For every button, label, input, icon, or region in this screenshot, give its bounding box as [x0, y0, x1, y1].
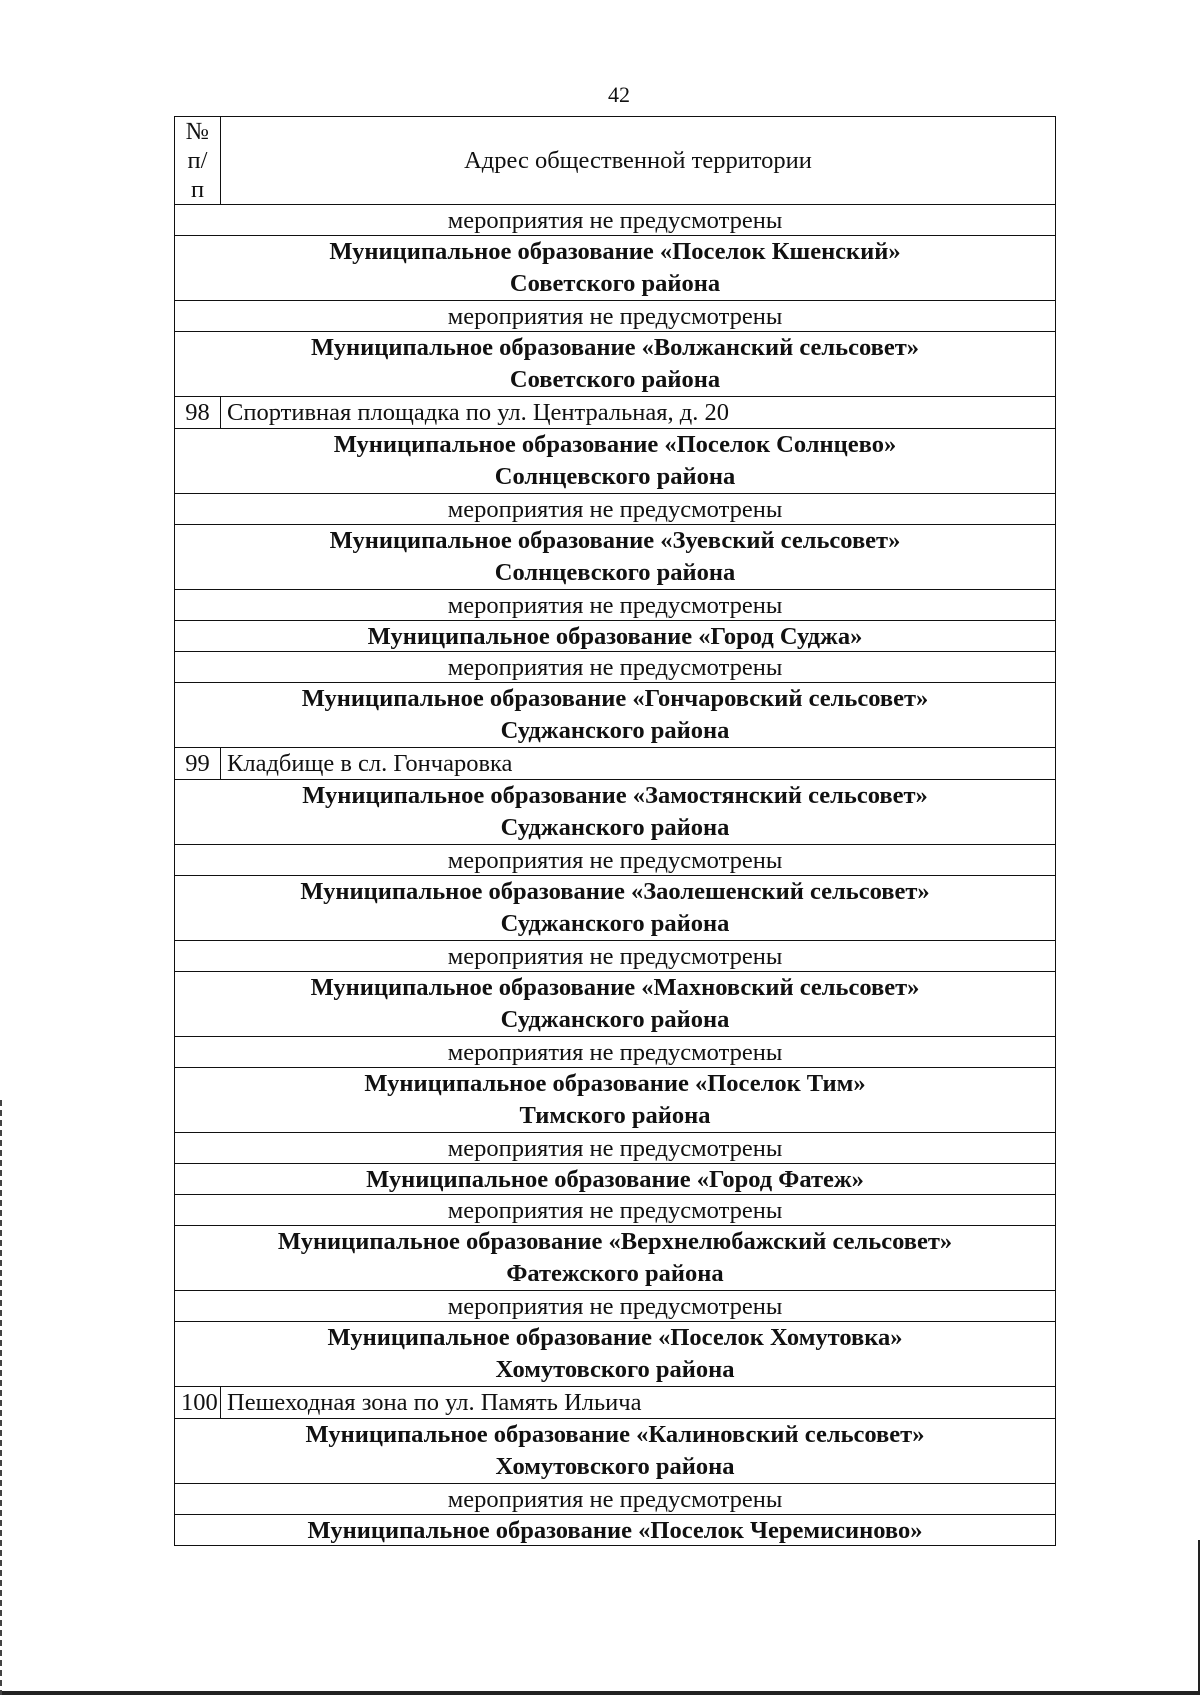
- table-row-note: [175, 1037, 1056, 1068]
- municipality-name: Муниципальное образование «Город Суджа»: [367, 622, 863, 650]
- table-row-municipality: [175, 1515, 1056, 1546]
- municipality-heading: [175, 429, 1056, 494]
- scan-edge-bottom: [0, 1691, 1200, 1695]
- no-activities-note: мероприятия не предусмотрены: [175, 845, 1056, 876]
- table-row-item: [175, 1387, 1056, 1419]
- district-name: Советского района: [509, 270, 721, 297]
- table-row-note: [175, 652, 1056, 683]
- no-activities-note: мероприятия не предусмотрены: [175, 1037, 1056, 1068]
- table-row-note: [175, 845, 1056, 876]
- table-row-note: [175, 1291, 1056, 1322]
- municipality-name: Муниципальное образование «Замостянский сельсовет»: [302, 782, 928, 809]
- district-name: Советского района: [509, 366, 721, 393]
- municipality-name: Муниципальное образование «Заолешенский сельсовет»: [300, 878, 930, 905]
- table-row-item: [175, 397, 1056, 429]
- district-name: Хомутовского района: [495, 1356, 735, 1383]
- municipality-heading: [175, 621, 1056, 652]
- district-name: Суджанского района: [500, 910, 730, 937]
- table-row-note: [175, 1195, 1056, 1226]
- table-row-item: [175, 748, 1056, 780]
- table-row-note: [175, 494, 1056, 525]
- no-activities-note: мероприятия не предусмотрены: [175, 205, 1056, 236]
- municipality-heading: [175, 525, 1056, 590]
- page-number: 42: [608, 82, 630, 107]
- municipality-name: Муниципальное образование «Калиновский сельсовет»: [305, 1421, 925, 1448]
- municipality-name: Муниципальное образование «Махновский сельсовет»: [310, 974, 920, 1001]
- row-address: Спортивная площадка по ул. Центральная, д. 20: [221, 397, 1056, 429]
- no-activities-note: мероприятия не предусмотрены: [175, 1291, 1056, 1322]
- table-row-municipality: [175, 876, 1056, 941]
- table-header: [175, 117, 1056, 205]
- municipality-name: Муниципальное образование «Поселок Тим»: [364, 1070, 866, 1097]
- municipality-heading: [175, 236, 1056, 301]
- municipality-name: Муниципальное образование «Поселок Кшенский»: [329, 238, 901, 265]
- municipality-name: Муниципальное образование «Поселок Черемисиново»: [307, 1516, 923, 1544]
- district-name: Солнцевского района: [494, 559, 736, 586]
- municipality-name: Муниципальное образование «Город Фатеж»: [366, 1165, 864, 1193]
- table-row-municipality: [175, 1226, 1056, 1291]
- municipality-heading: [175, 876, 1056, 941]
- no-activities-note: мероприятия не предусмотрены: [175, 1195, 1056, 1226]
- district-name: Хомутовского района: [495, 1453, 735, 1480]
- row-number: 100: [175, 1387, 221, 1419]
- district-name: Суджанского района: [500, 1006, 730, 1033]
- table-row-municipality: [175, 429, 1056, 494]
- table-row-municipality: [175, 972, 1056, 1037]
- table-row-note: [175, 590, 1056, 621]
- table-row-municipality: [175, 1322, 1056, 1387]
- municipality-heading: [175, 1515, 1056, 1546]
- municipality-heading: [175, 972, 1056, 1037]
- municipality-heading: [175, 1068, 1056, 1133]
- table-row-municipality: [175, 780, 1056, 845]
- table-row-municipality: [175, 1068, 1056, 1133]
- header-number-column: № п/п: [175, 117, 221, 205]
- scan-edge-left: [0, 1100, 2, 1695]
- no-activities-note: мероприятия не предусмотрены: [175, 941, 1056, 972]
- district-name: Суджанского района: [500, 814, 730, 841]
- municipality-heading: [175, 1164, 1056, 1195]
- row-address: Кладбище в сл. Гончаровка: [221, 748, 1056, 780]
- municipality-heading: [175, 780, 1056, 845]
- row-number: 99: [175, 748, 221, 780]
- table-row-note: [175, 941, 1056, 972]
- row-address: Пешеходная зона по ул. Память Ильича: [221, 1387, 1056, 1419]
- no-activities-note: мероприятия не предусмотрены: [175, 301, 1056, 332]
- municipality-heading: [175, 683, 1056, 748]
- no-activities-note: мероприятия не предусмотрены: [175, 652, 1056, 683]
- municipality-name: Муниципальное образование «Поселок Хомутовка»: [327, 1324, 903, 1351]
- header-address-column: Адрес общественной территории: [221, 117, 1056, 205]
- table-row-municipality: [175, 525, 1056, 590]
- district-name: Солнцевского района: [494, 463, 736, 490]
- no-activities-note: мероприятия не предусмотрены: [175, 1133, 1056, 1164]
- municipality-name: Муниципальное образование «Поселок Солнцево»: [333, 431, 897, 458]
- table-row-municipality: [175, 236, 1056, 301]
- table-row-municipality: [175, 332, 1056, 397]
- municipality-heading: [175, 1419, 1056, 1484]
- table-row-note: [175, 1484, 1056, 1515]
- district-name: Суджанского района: [500, 717, 730, 744]
- municipality-heading: [175, 1226, 1056, 1291]
- district-name: Фатежского района: [506, 1260, 724, 1287]
- table-row-note: [175, 205, 1056, 236]
- district-name: Тимского района: [519, 1102, 711, 1129]
- row-number: 98: [175, 397, 221, 429]
- table-body: [175, 205, 1056, 1546]
- table-row-municipality: [175, 1164, 1056, 1195]
- municipality-name: Муниципальное образование «Волжанский сельсовет»: [311, 334, 919, 361]
- no-activities-note: мероприятия не предусмотрены: [175, 590, 1056, 621]
- municipality-name: Муниципальное образование «Зуевский сельсовет»: [329, 527, 901, 554]
- municipality-heading: [175, 332, 1056, 397]
- municipality-name: Муниципальное образование «Верхнелюбажский сельсовет»: [277, 1228, 953, 1255]
- no-activities-note: мероприятия не предусмотрены: [175, 494, 1056, 525]
- no-activities-note: мероприятия не предусмотрены: [175, 1484, 1056, 1515]
- municipality-name: Муниципальное образование «Гончаровский сельсовет»: [301, 685, 929, 712]
- table-row-note: [175, 1133, 1056, 1164]
- territory-table: [174, 116, 1056, 1546]
- table-row-note: [175, 301, 1056, 332]
- table-row-municipality: [175, 683, 1056, 748]
- table-row-municipality: [175, 621, 1056, 652]
- municipality-heading: [175, 1322, 1056, 1387]
- table-row-municipality: [175, 1419, 1056, 1484]
